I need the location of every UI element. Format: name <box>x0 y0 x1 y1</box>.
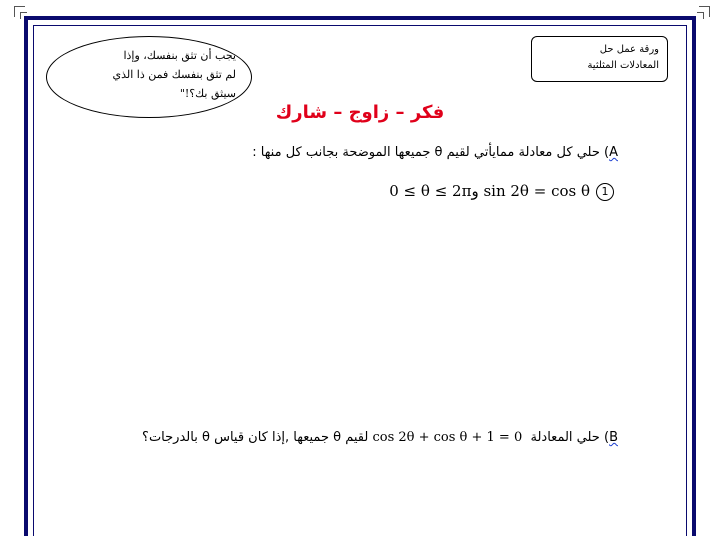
item-number-badge: 1 <box>596 183 614 201</box>
crop-mark-top-right-inner <box>697 12 704 19</box>
question-b-text-after: لقيم θ جميعها ,إذا كان قياس θ بالدرجات؟ <box>142 430 369 445</box>
question-b-text-before: حلي المعادلة <box>530 430 600 445</box>
quote-line: لم تثق بنفسك فمن ذا الذي <box>112 68 236 81</box>
item-1-joiner: و <box>471 182 479 200</box>
question-a <box>252 145 618 160</box>
question-a-label: A <box>609 145 618 160</box>
question-a-paren: ) <box>599 145 610 160</box>
question-b-label: B <box>609 430 618 445</box>
worksheet-title-box <box>531 36 668 82</box>
question-b-paren: ) <box>599 430 610 445</box>
question-b <box>142 430 618 445</box>
question-a-item-1 <box>389 182 614 201</box>
quote-line: سيثق بك؟!" <box>179 87 236 100</box>
page-title: فكر – زاوج – شارك <box>275 102 445 123</box>
item-1-range: 0 ≤ θ ≤ 2π <box>389 182 472 200</box>
quote-text <box>58 46 236 103</box>
worksheet-title-line2: المعادلات المثلثية <box>587 60 659 71</box>
item-1-equation: sin 2θ = cos θ <box>483 182 590 200</box>
quote-line: يجب أن تثق بنفسك، وإذا <box>123 49 236 62</box>
question-b-equation: cos 2θ + cos θ + 1 = 0 <box>372 430 523 445</box>
worksheet-title-line1: ورقة عمل حل <box>599 44 659 55</box>
question-a-text: حلي كل معادلة ممايأتي لقيم θ جميعها الموضحة بجانب كل منها : <box>252 145 600 160</box>
